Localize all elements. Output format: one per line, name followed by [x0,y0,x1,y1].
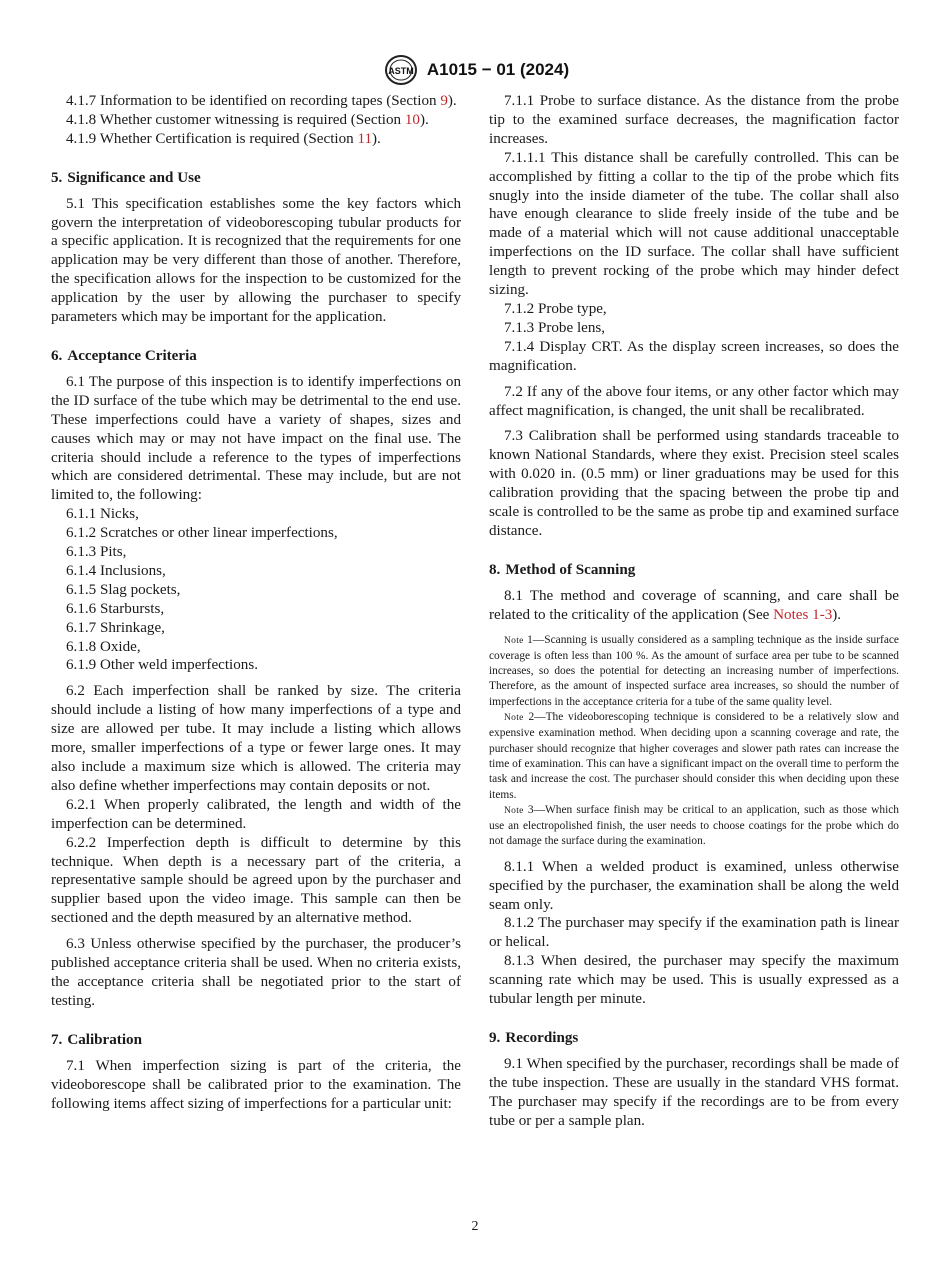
list-item: 6.1.3 Pits, [66,544,127,561]
para-7-1-3: 7.1.3 Probe lens, [504,319,606,336]
para-7-1-1-1: 7.1.1.1 This distance shall be carefully controlled. This can be accomplished by fitting a collar to the tip of the probe which fits snugly into the inside diameter of the tube. The collar shall also have enough clearance to slide freely inside of the tube and be made of a material which will not cause additional unacceptable imperfections on the ID surface. The collar shall have sufficient length to prevent rocking of the probe which may hinder defect sizing. [489,149,899,299]
para-8-1: 8.1 The method and coverage of scanning, and care shall be related to the criticality of the application (See Notes 1-3). [489,587,899,623]
list-item: 6.1.8 Oxide, [66,638,141,655]
list-item: 6.1.2 Scratches or other linear imperfections, [66,525,338,542]
list-item: 6.1.5 Slag pockets, [66,581,181,598]
para-7-1: 7.1 When imperfection sizing is part of the criteria, the videoborescope shall be calibrated prior to the examination. The following items affect sizing of imperfections for a particular unit: [51,1057,461,1112]
list-item: 6.1.9 Other weld imperfections. [66,657,258,674]
para-5-1: 5.1 This specification establishes some the key factors which govern the interpretation of videoborescoping tubular products for a specific application. It is recognized that the requirements for one application may be very different than those of another. Therefore, the specification allows for the inspection to be customized for the application by the user by allowing the purchaser to specify parameters which may be important for the application. [51,195,461,326]
para-6-3: 6.3 Unless otherwise specified by the purchaser, the producer’s published acceptance criteria shall be used. When no criteria exists, the acceptance criteria shall be negotiated prior to the start of testing. [51,936,461,1009]
left-column [51,92,461,1113]
section-heading: 7. Calibration [51,1031,142,1048]
para-6-2: 6.2 Each imperfection shall be ranked by size. The criteria should include a listing of how many imperfections of a type and size are allowed per tube. It may include a listing which allows more, smaller imperfections of a type or fewer large ones. It may also include a maximum size which is allowed. The criteria may also define whether imperfections may contain deposits or not. [51,683,461,794]
list-item: 6.1.7 Shrinkage, [66,619,165,636]
document-id: A1015 − 01 (2024) [426,60,570,79]
para-7-2: 7.2 If any of the above four items, or any other factor which may affect magnification, is changed, the unit shall be recalibrated. [489,383,899,419]
section-link[interactable]: 10 [404,111,420,128]
section-heading: 5. Significance and Use [51,169,201,186]
notes-link[interactable]: Notes 1-3 [773,606,833,623]
section-heading: 6. Acceptance Criteria [51,347,197,364]
note-2: Note 2—The videoborescoping technique is considered to be a relatively slow and expensive examination method. When deciding upon a scanning coverage and rate, the purchaser should recognize that higher coverages and slower path rates can increase the time of examination. This can have a significant impact on the overall time to perform the task and increase the cost. The purchaser should consider this when deciding upon these items. [489,711,899,801]
para-4-1-9: 4.1.9 Whether Certification is required (Section 11). [66,130,381,147]
astm-logo-icon [381,54,421,86]
para-4-1-8: 4.1.8 Whether customer witnessing is required (Section 10). [66,111,429,128]
section-heading: 8. Method of Scanning [489,561,636,578]
note-1: Note 1—Scanning is usually considered as a sampling technique as the inside surface coverage is often less than 100 %. As the amount of surface area per tube to be scanned increases, so does the potential for detecting an increasing number of imperfections. Therefore, as the amount of inspected surface area increases, so should the number of imperfections in the acceptance criteria for a tube of the same quality level. [489,633,899,708]
list-item: 6.1.6 Starbursts, [66,600,165,617]
svg-text:ASTM: ASTM [388,66,414,76]
para-6-1: 6.1 The purpose of this inspection is to identify imperfections on the ID surface of the tube which may be detrimental to the end use. These imperfections could have a variety of shapes, sizes and causes which may or may not have impact on the final use. The criteria should include a reference to the types of imperfections which are considered detrimental. These may include, but are not limited to, the following: [51,373,461,504]
para-7-3: 7.3 Calibration shall be performed using standards traceable to known National Standards, where they exist. Precision steel scales with 0.020 in. (0.5 mm) or liner graduations may be used for this calibration providing that the spacing between the probe tip and scale is controlled to be the same as probe tip and examined surface distance. [489,428,899,539]
list-item: 6.1.1 Nicks, [66,506,139,523]
page-number: 2 [471,1219,479,1234]
para-6-2-1: 6.2.1 When properly calibrated, the length and width of the imperfection can be determined. [51,796,461,832]
list-item: 6.1.4 Inclusions, [66,562,166,579]
para-8-1-1: 8.1.1 When a welded product is examined, unless otherwise specified by the purchaser, the examination shall be along the weld seam only. [489,858,899,913]
section-heading: 9. Recordings [489,1029,579,1046]
section-link[interactable]: 11 [357,130,372,147]
para-6-2-2: 6.2.2 Imperfection depth is difficult to determine by this technique. When depth is a necessary part of the criteria, a representative sample should be agreed upon by the purchaser and supplier based upon the video image. This sample can then be sectioned and the depth measured by an alternative method. [51,834,461,927]
note-3: Note 3—When surface finish may be critical to an application, such as those which use an electropolished finish, the user needs to choose coatings for the probe which do not damage the surface during the examination. [489,803,899,848]
section-link[interactable]: 9 [440,93,448,109]
para-8-1-2: 8.1.2 The purchaser may specify if the examination path is linear or helical. [489,915,899,951]
page-header [0,54,950,86]
para-7-1-4: 7.1.4 Display CRT. As the display screen increases, so does the magnification. [489,338,899,374]
para-8-1-3: 8.1.3 When desired, the purchaser may specify the maximum scanning rate which may be used. This is usually expressed as a tubular length per minute. [489,953,899,1008]
para-9-1: 9.1 When specified by the purchaser, recordings shall be made of the tube inspection. These are usually in the standard VHS format. The purchaser may specify if the recordings are to be from every tube or per a sample plan. [489,1055,899,1129]
para-7-1-2: 7.1.2 Probe type, [504,300,607,317]
para-7-1-1: 7.1.1 Probe to surface distance. As the distance from the probe tip to the examined surface decreases, the magnification factor increases. [489,93,899,147]
para-4-1-7: 4.1.7 Information to be identified on recording tapes (Section 9). [66,93,457,109]
right-column [489,92,899,1131]
